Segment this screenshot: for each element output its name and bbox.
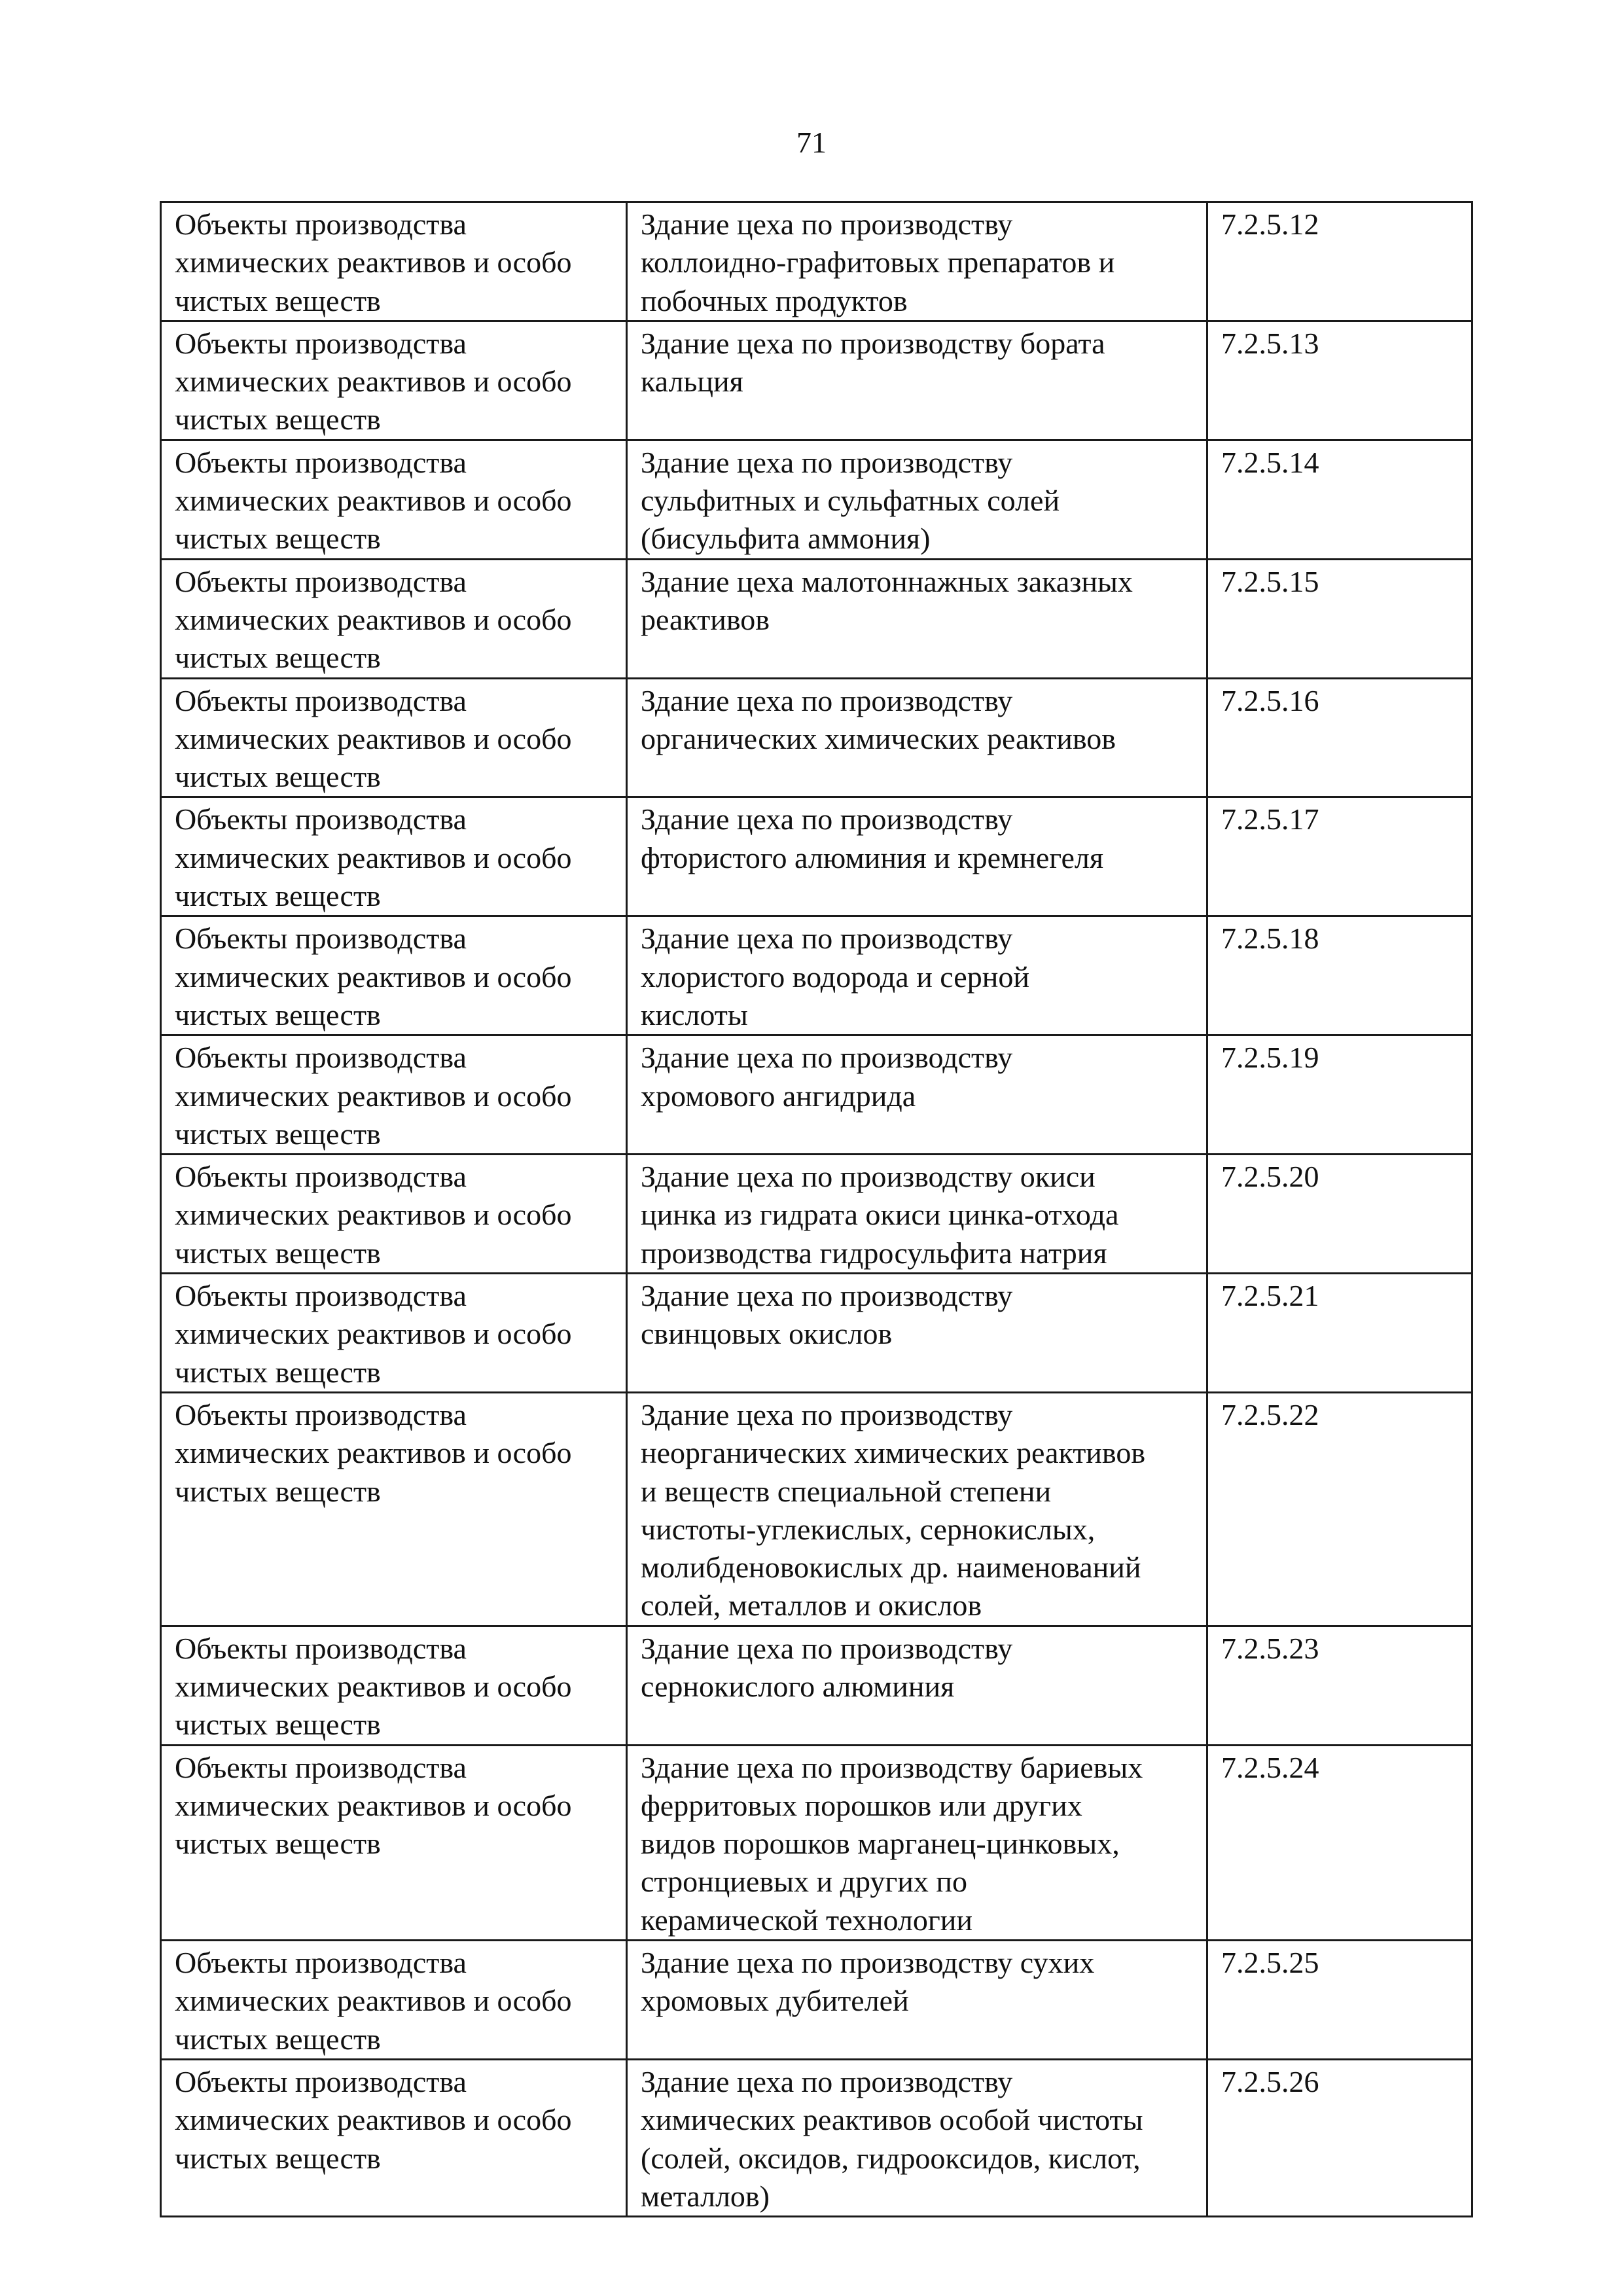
building-description-line: чистоты-углекислых, сернокислых, — [641, 1512, 1096, 1546]
building-description-line: кислоты — [641, 997, 748, 1031]
section-code-cell: 7.2.5.21 — [1207, 1274, 1472, 1393]
section-code-cell: 7.2.5.13 — [1207, 321, 1472, 440]
building-description-line: хромового ангидрида — [641, 1079, 916, 1113]
table-row — [161, 202, 1472, 321]
object-type-line: химических реактивов и особо — [175, 1436, 572, 1470]
section-code-cell: 7.2.5.18 — [1207, 916, 1472, 1035]
object-type-line: чистых веществ — [175, 997, 381, 1031]
building-description-line: солей, металлов и окислов — [641, 1588, 982, 1623]
section-code-cell: 7.2.5.16 — [1207, 678, 1472, 797]
building-description-cell — [627, 1035, 1207, 1155]
object-type-line: Объекты производства — [175, 207, 467, 241]
building-description-line: Здание цеха по производству окиси — [641, 1160, 1096, 1194]
building-description-line: химических реактивов особой чистоты — [641, 2103, 1143, 2137]
table-row — [161, 440, 1472, 559]
building-description-line: Здание цеха по производству — [641, 1041, 1013, 1075]
table-row — [161, 2059, 1472, 2216]
object-type-line: химических реактивов и особо — [175, 1788, 572, 1822]
building-description-cell — [627, 1392, 1207, 1626]
table-row — [161, 916, 1472, 1035]
building-description-line: стронциевых и других по — [641, 1865, 967, 1899]
section-code-cell: 7.2.5.23 — [1207, 1626, 1472, 1745]
object-type-line: химических реактивов и особо — [175, 1079, 572, 1113]
table-row — [161, 1626, 1472, 1745]
building-description-line: Здание цеха по производству — [641, 2064, 1013, 2098]
section-code-cell: 7.2.5.26 — [1207, 2059, 1472, 2216]
object-type-line: чистых веществ — [175, 522, 381, 556]
building-description-line: Здание цеха по производству — [641, 1631, 1013, 1665]
object-type-line: Объекты производства — [175, 1397, 467, 1431]
object-type-cell — [161, 797, 627, 916]
building-description-cell — [627, 559, 1207, 678]
building-description-cell — [627, 1626, 1207, 1745]
building-description-line: реактивов — [641, 602, 770, 636]
object-type-line: Объекты производства — [175, 1750, 467, 1784]
object-type-line: Объекты производства — [175, 1279, 467, 1313]
object-type-line: химических реактивов и особо — [175, 602, 572, 636]
table-row — [161, 678, 1472, 797]
object-type-line: химических реактивов и особо — [175, 721, 572, 755]
object-type-cell — [161, 678, 627, 797]
object-type-cell — [161, 1626, 627, 1745]
table-row — [161, 1941, 1472, 2060]
building-description-line: Здание цеха по производству — [641, 1397, 1013, 1431]
building-description-line: Здание цеха по производству бариевых — [641, 1750, 1143, 1784]
object-type-cell — [161, 1745, 627, 1940]
object-type-line: чистых веществ — [175, 2141, 381, 2175]
building-description-cell — [627, 1155, 1207, 1274]
object-type-cell — [161, 1155, 627, 1274]
building-description-line: сернокислого алюминия — [641, 1669, 955, 1703]
object-type-line: химических реактивов и особо — [175, 245, 572, 279]
building-description-line: органических химических реактивов — [641, 721, 1116, 755]
object-type-cell — [161, 1274, 627, 1393]
object-type-cell — [161, 2059, 627, 2216]
object-type-cell — [161, 1392, 627, 1626]
object-type-line: чистых веществ — [175, 641, 381, 675]
object-type-line: Объекты производства — [175, 445, 467, 479]
table-row — [161, 559, 1472, 678]
page-number: 71 — [796, 126, 827, 159]
building-description-line: фтористого алюминия и кремнегеля — [641, 840, 1104, 874]
building-description-line: Здание цеха малотоннажных заказных — [641, 564, 1133, 598]
object-type-cell — [161, 916, 627, 1035]
object-type-line: Объекты производства — [175, 802, 467, 836]
building-description-line: (солей, оксидов, гидрооксидов, кислот, — [641, 2141, 1141, 2175]
section-code-cell: 7.2.5.25 — [1207, 1941, 1472, 2060]
building-description-cell — [627, 1274, 1207, 1393]
table-row — [161, 1274, 1472, 1393]
building-description-line: производства гидросульфита натрия — [641, 1236, 1107, 1270]
building-description-line: цинка из гидрата окиси цинка-отхода — [641, 1198, 1119, 1232]
object-type-line: чистых веществ — [175, 879, 381, 913]
object-type-line: химических реактивов и особо — [175, 1669, 572, 1703]
table-body — [161, 202, 1472, 2217]
object-type-line: чистых веществ — [175, 2022, 381, 2056]
object-type-line: Объекты производства — [175, 564, 467, 598]
section-code-cell: 7.2.5.14 — [1207, 440, 1472, 559]
building-description-line: Здание цеха по производству — [641, 922, 1013, 956]
building-description-cell — [627, 797, 1207, 916]
building-description-cell — [627, 2059, 1207, 2216]
object-type-line: Объекты производства — [175, 2064, 467, 2098]
object-type-line: Объекты производства — [175, 1946, 467, 1980]
building-description-line: свинцовых окислов — [641, 1317, 893, 1351]
building-description-line: хромовых дубителей — [641, 1984, 909, 2018]
object-type-line: чистых веществ — [175, 1708, 381, 1742]
building-description-line: побочных продуктов — [641, 283, 908, 317]
building-description-line: Здание цеха по производству — [641, 683, 1013, 717]
building-description-cell — [627, 321, 1207, 440]
object-type-line: химических реактивов и особо — [175, 484, 572, 518]
facilities-table — [160, 201, 1473, 2217]
building-description-line: кальция — [641, 365, 743, 399]
section-code-cell: 7.2.5.12 — [1207, 202, 1472, 321]
object-type-line: чистых веществ — [175, 1236, 381, 1270]
object-type-line: химических реактивов и особо — [175, 365, 572, 399]
building-description-line: Здание цеха по производству — [641, 802, 1013, 836]
section-code-cell: 7.2.5.22 — [1207, 1392, 1472, 1626]
building-description-line: Здание цеха по производству — [641, 445, 1013, 479]
building-description-line: ферритовых порошков или других — [641, 1788, 1082, 1822]
building-description-line: керамической технологии — [641, 1903, 972, 1937]
building-description-line: молибденовокислых др. наименований — [641, 1551, 1141, 1585]
building-description-cell — [627, 678, 1207, 797]
object-type-line: Объекты производства — [175, 326, 467, 360]
object-type-line: чистых веществ — [175, 1474, 381, 1508]
object-type-line: чистых веществ — [175, 760, 381, 794]
object-type-line: чистых веществ — [175, 1827, 381, 1861]
object-type-cell — [161, 321, 627, 440]
building-description-line: Здание цеха по производству — [641, 207, 1013, 241]
building-description-cell — [627, 1745, 1207, 1940]
section-code-cell: 7.2.5.20 — [1207, 1155, 1472, 1274]
building-description-cell — [627, 440, 1207, 559]
object-type-cell — [161, 440, 627, 559]
building-description-line: хлористого водорода и серной — [641, 960, 1029, 994]
object-type-line: химических реактивов и особо — [175, 960, 572, 994]
building-description-line: (бисульфита аммония) — [641, 522, 931, 556]
object-type-cell — [161, 559, 627, 678]
object-type-line: химических реактивов и особо — [175, 840, 572, 874]
object-type-cell — [161, 1941, 627, 2060]
object-type-cell — [161, 1035, 627, 1155]
building-description-line: сульфитных и сульфатных солей — [641, 484, 1060, 518]
building-description-cell — [627, 916, 1207, 1035]
object-type-line: Объекты производства — [175, 922, 467, 956]
object-type-line: химических реактивов и особо — [175, 1317, 572, 1351]
object-type-line: чистых веществ — [175, 403, 381, 437]
object-type-line: химических реактивов и особо — [175, 2103, 572, 2137]
table-row — [161, 797, 1472, 916]
object-type-line: Объекты производства — [175, 683, 467, 717]
section-code-cell: 7.2.5.24 — [1207, 1745, 1472, 1940]
section-code-cell: 7.2.5.15 — [1207, 559, 1472, 678]
building-description-line: видов порошков марганец-цинковых, — [641, 1827, 1120, 1861]
building-description-cell — [627, 1941, 1207, 2060]
table-row — [161, 321, 1472, 440]
table-row — [161, 1745, 1472, 1940]
object-type-line: Объекты производства — [175, 1160, 467, 1194]
building-description-line: коллоидно-графитовых препаратов и — [641, 245, 1115, 279]
building-description-line: металлов) — [641, 2179, 770, 2213]
object-type-line: Объекты производства — [175, 1041, 467, 1075]
building-description-line: Здание цеха по производству — [641, 1279, 1013, 1313]
object-type-line: химических реактивов и особо — [175, 1984, 572, 2018]
object-type-line: химических реактивов и особо — [175, 1198, 572, 1232]
table-row — [161, 1392, 1472, 1626]
section-code-cell: 7.2.5.17 — [1207, 797, 1472, 916]
building-description-line: и веществ специальной степени — [641, 1474, 1052, 1508]
building-description-line: неорганических химических реактивов — [641, 1436, 1146, 1470]
table-row — [161, 1035, 1472, 1155]
building-description-cell — [627, 202, 1207, 321]
object-type-cell — [161, 202, 627, 321]
object-type-line: чистых веществ — [175, 1355, 381, 1389]
building-description-line: Здание цеха по производству сухих — [641, 1946, 1095, 1980]
section-code-cell: 7.2.5.19 — [1207, 1035, 1472, 1155]
table-row — [161, 1155, 1472, 1274]
object-type-line: чистых веществ — [175, 1117, 381, 1151]
building-description-line: Здание цеха по производству бората — [641, 326, 1105, 360]
object-type-line: Объекты производства — [175, 1631, 467, 1665]
object-type-line: чистых веществ — [175, 283, 381, 317]
